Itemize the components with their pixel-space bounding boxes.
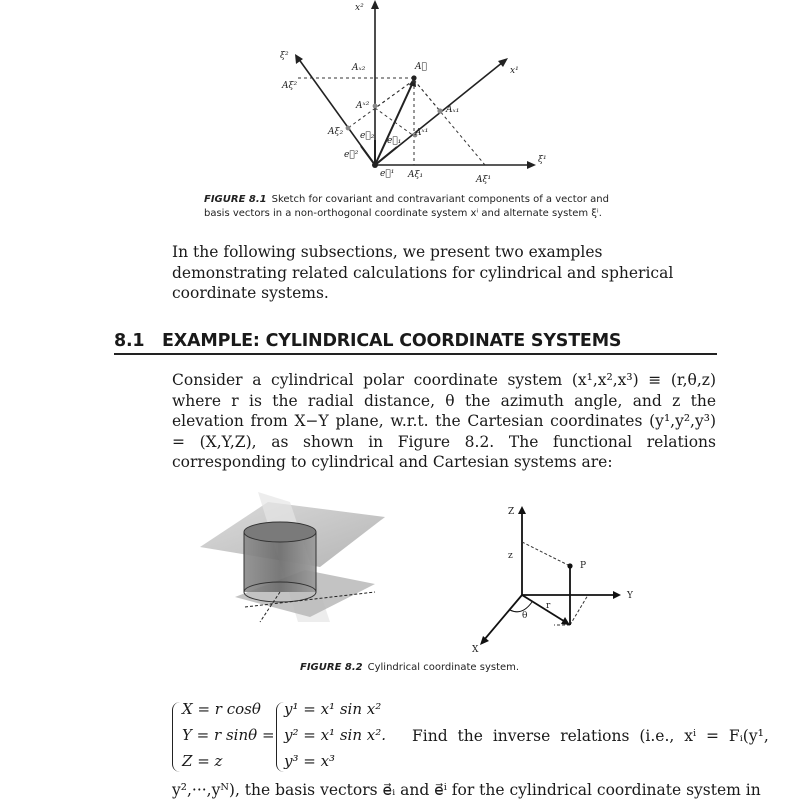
label-xi1: ξ¹ (538, 155, 547, 165)
last-line: y²,···,yᴺ), the basis vectors e⃗ᵢ and e⃗ⁱ for the cylindrical coordinate system in (172, 781, 761, 799)
r-vector (522, 595, 567, 623)
xi1-arrowhead (527, 161, 536, 169)
intro-paragraph: In the following subsections, we present two examples demonstrating related calculations for cylindrical and spherical coordinate systems. (172, 243, 674, 302)
figure-8-1-caption (204, 193, 634, 221)
figure-8-1-diagram (260, 0, 560, 190)
figure-8-2-axes-diagram (470, 500, 650, 655)
figure-8-2-caption-text: Cylindrical coordinate system. (367, 662, 520, 673)
point-axi2 (346, 126, 351, 131)
figure-8-2-cylinder-render (190, 492, 390, 627)
label-x2: x² (355, 3, 364, 13)
label-axi2-low: Aξ₂ (328, 127, 344, 137)
eq-right-2: y² = x¹ sin x². (284, 726, 386, 744)
section-number: 8.1 (114, 331, 145, 351)
eq-left-3: Z = z (182, 752, 223, 770)
label-e2up: e⃗² (344, 150, 359, 160)
eq-equals: = (262, 726, 275, 744)
label-theta: θ (522, 611, 528, 621)
label-ax1-sup: Aˣ¹ (415, 128, 429, 138)
eq-trailing-text: Find the inverse relations (i.e., xⁱ = Fᵢ(y¹, (412, 727, 769, 745)
label-axi1-top: Aξ¹ (476, 175, 492, 185)
point-p (567, 563, 572, 568)
cylinder-top (244, 522, 316, 542)
label-r: r (546, 601, 551, 611)
origin (372, 162, 378, 168)
equation-block (172, 700, 769, 780)
label-X: X (472, 645, 479, 655)
label-axi2-top: Aξ² (282, 81, 298, 91)
label-ax2: Aₓ₂ (352, 63, 366, 73)
label-P: P (580, 561, 587, 571)
section-heading (114, 331, 717, 351)
label-axi1-low: Aξ₁ (408, 170, 424, 180)
basis-e2-up (361, 146, 375, 165)
eq-right-1: y¹ = x¹ sin x² (284, 700, 382, 718)
label-e1vec: e⃗₁ (387, 136, 402, 146)
left-brace (172, 702, 181, 772)
label-e2vec: e⃗₂ (360, 131, 375, 141)
eq-left-1: X = r cosθ (182, 700, 261, 718)
figure-8-1-caption-text: Sketch for covariant and contravariant components of a vector and basis vectors in a non-orthogonal coordinate system xⁱ and alternate system ξⁱ. (204, 194, 609, 219)
point-ax2-sup (373, 104, 378, 109)
figure-8-1-label: FIGURE 8.1 (204, 194, 267, 205)
figure-8-2-label: FIGURE 8.2 (300, 662, 363, 673)
label-Z: Z (508, 507, 515, 517)
section-title: EXAMPLE: CYLINDRICAL COORDINATE SYSTEMS (162, 331, 622, 351)
eq-left-2: Y = r sinθ (182, 726, 258, 744)
x-axis (484, 595, 522, 640)
theta-arc (510, 602, 532, 612)
eq-right-3: y³ = x³ (284, 752, 336, 770)
point-a (411, 75, 416, 80)
label-ax1: Aₓ₁ (446, 105, 460, 115)
label-z: z (508, 551, 513, 561)
label-e1up: e⃗¹ (380, 169, 395, 179)
point-ax1 (437, 108, 442, 113)
label-xi2: ξ² (280, 51, 289, 61)
section-rule (114, 353, 717, 355)
x2-arrowhead (371, 0, 379, 9)
label-ax2-sup: Aˣ² (356, 101, 370, 111)
label-x1: x¹ (510, 66, 519, 76)
label-a: A⃗ (415, 62, 427, 72)
figure-8-2-caption (300, 661, 620, 675)
section-paragraph: Consider a cylindrical polar coordinate system (x¹,x²,x³) ≡ (r,θ,z) where r is the radial distance, θ the azimuth angle, and z the elevation from X−Y plane, w.r.t. the Cartesian coordinates (y¹,y²,y³) = (X,Y,Z), as shown in Figure 8.2. The functional relations corresponding to cylindrical and Cartesian systems are: (172, 371, 716, 471)
label-Y: Y (627, 591, 633, 601)
